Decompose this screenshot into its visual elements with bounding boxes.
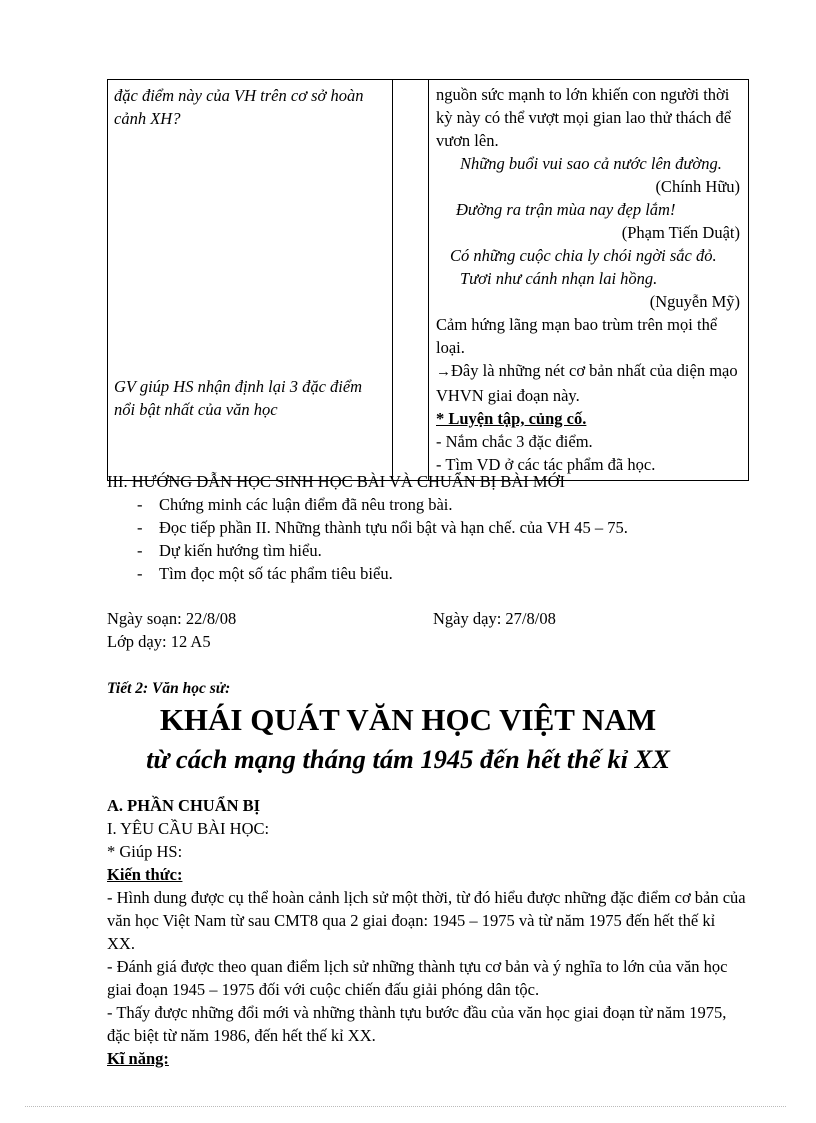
teacher-activity-cell xyxy=(108,80,393,481)
content-cell xyxy=(429,80,749,481)
knowledge-item: - Thấy được những đổi mới và những thành tựu bước đầu của văn học giai đoạn từ năm 1975, đặc biệt từ năm 1986, đến hết thế kỉ XX. xyxy=(107,1003,727,1045)
knowledge-item: - Đánh giá được theo quan điểm lịch sử những thành tựu cơ bản và ý nghĩa to lớn của văn học giai đoạn 1945 – 1975 đối với cuộc chiến đấu giải phóng dân tộc. xyxy=(107,957,728,999)
quote-author: (Chính Hữu) xyxy=(655,177,740,196)
practice-item: - Nắm chắc 3 đặc điểm. xyxy=(436,432,593,451)
practice-heading: * Luyện tập, củng cố. xyxy=(436,409,587,428)
taught-date: Ngày dạy: 27/8/08 xyxy=(433,609,556,628)
page-divider xyxy=(25,1106,786,1107)
page-title: KHÁI QUÁT VĂN HỌC VIỆT NAM xyxy=(159,702,657,737)
teacher-question: đặc điểm này của VH trên cơ sở hoàn cảnh XH? xyxy=(114,86,364,128)
quote-line: Có những cuộc chia ly chói ngời sắc đỏ. xyxy=(450,246,717,265)
student-activity-cell xyxy=(393,80,429,481)
list-item: - Chứng minh các luận điểm đã nêu trong bài. xyxy=(107,493,747,516)
knowledge-item: - Hình dung được cụ thể hoàn cảnh lịch sử một thời, từ đó hiểu được những đặc điểm cơ bản của văn học Việt Nam từ sau CMT8 qua 2 giai đoạn: 1945 – 1975 và từ năm 1975 đến hết thế kỉ XX. xyxy=(107,888,746,953)
teacher-note: GV giúp HS nhận định lại 3 đặc điểm nổi bật nhất của văn học xyxy=(114,377,363,419)
quote-line: Tươi như cánh nhạn lai hồng. xyxy=(460,269,658,288)
skills-label: Kĩ năng: xyxy=(107,1049,169,1068)
romantic-note: Cảm hứng lãng mạn bao trùm trên mọi thể loại. xyxy=(436,315,718,357)
help-line: * Giúp HS: xyxy=(107,842,183,861)
list-item: - Đọc tiếp phần II. Những thành tựu nổi bật và hạn chế. của VH 45 – 75. xyxy=(107,516,747,539)
content-intro: nguồn sức mạnh to lớn khiến con người thời kỳ này có thể vượt mọi gian lao thử thách để vươn lên. xyxy=(436,85,732,150)
conclusion-text: Đây là những nét cơ bản nhất của diện mạo VHVN giai đoạn này. xyxy=(436,361,738,405)
class-name: Lớp dạy: 12 A5 xyxy=(107,632,211,651)
quote-author: (Phạm Tiến Duật) xyxy=(621,223,740,242)
prepared-date: Ngày soạn: 22/8/08 xyxy=(107,609,237,628)
knowledge-label: Kiến thức: xyxy=(107,865,183,884)
quote-author: (Nguyễn Mỹ) xyxy=(649,292,740,311)
list-item: - Dự kiến hướng tìm hiểu. xyxy=(107,539,747,562)
practice-item: - Tìm VD ở các tác phẩm đã học. xyxy=(436,455,656,474)
lesson-meta xyxy=(107,607,747,653)
lesson-table xyxy=(107,79,749,481)
quote-line: Đường ra trận mùa nay đẹp lắm! xyxy=(456,200,676,219)
guide-section xyxy=(107,470,747,585)
arrow-icon: → xyxy=(436,364,451,380)
conclusion-line xyxy=(436,359,742,407)
prep-heading: A. PHẦN CHUẨN BỊ xyxy=(107,796,261,815)
lesson-label: Tiết 2: Văn học sử: xyxy=(107,680,231,697)
quote-line: Những buổi vui sao cả nước lên đường. xyxy=(460,154,722,173)
requirements-heading: I. YÊU CẦU BÀI HỌC: xyxy=(107,819,270,838)
page-subtitle: từ cách mạng tháng tám 1945 đến hết thế kỉ XX xyxy=(146,744,670,774)
guide-list xyxy=(107,493,747,585)
table-row xyxy=(108,80,749,481)
list-item: - Tìm đọc một số tác phẩm tiêu biểu. xyxy=(107,562,747,585)
prep-section xyxy=(107,794,747,1070)
guide-title: III. HƯỚNG DẪN HỌC SINH HỌC BÀI VÀ CHUẨN BỊ BÀI MỚI xyxy=(107,472,565,491)
